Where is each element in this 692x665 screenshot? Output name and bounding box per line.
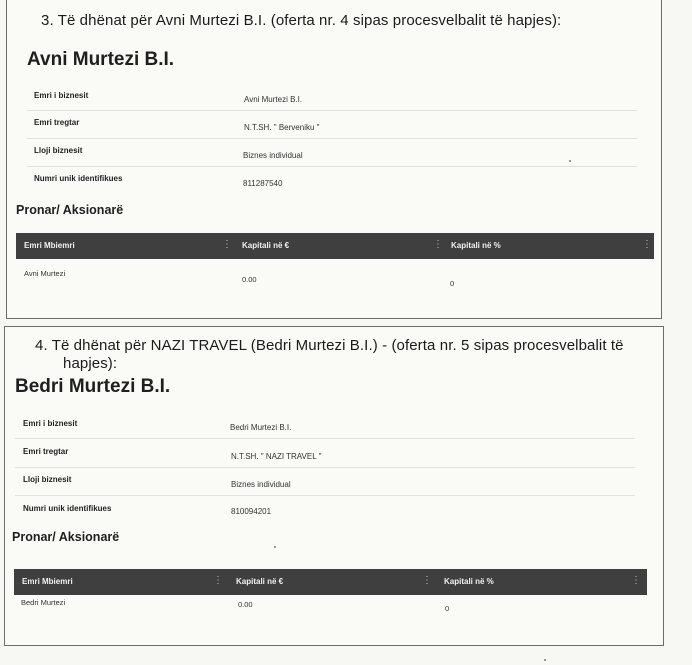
field-value-unique-id: 810094201: [231, 507, 272, 516]
owner-capital-eur-cell: 0.00: [238, 600, 253, 609]
field-label-business-name: Emri i biznesit: [34, 91, 89, 100]
column-header-name: Emri Mbiemri: [22, 577, 73, 586]
section-heading: 3. Të dhënat për Avni Murtezi B.I. (oferta nr. 4 sipas procesvelbalit të hapjes):: [41, 12, 562, 29]
field-value-trade-name: N.T.SH. " NAZI TRAVEL ": [231, 452, 322, 461]
section-bedri-murtezi: [4, 326, 664, 646]
column-header-capital-eur: Kapitali në €: [236, 577, 284, 586]
field-value-business-type: Biznes individual: [231, 480, 291, 489]
column-menu-icon[interactable]: ⋮: [631, 575, 640, 586]
company-name: Avni Murtezi B.I.: [27, 49, 175, 70]
owner-capital-pct-cell: 0: [450, 279, 455, 288]
scan-speck: [544, 659, 546, 661]
divider: [15, 467, 635, 468]
column-menu-icon[interactable]: ⋮: [642, 239, 651, 250]
field-value-business-name: Bedri Murtezi B.I.: [230, 423, 292, 432]
field-label-business-type: Lloji biznesit: [34, 146, 83, 155]
scan-speck: [569, 160, 571, 162]
column-header-capital-pct: Kapitali në %: [451, 241, 501, 250]
column-menu-icon[interactable]: ⋮: [422, 575, 431, 586]
field-label-trade-name: Emri tregtar: [34, 118, 80, 127]
company-name: Bedri Murtezi B.I.: [15, 376, 171, 397]
owners-title: Pronar/ Aksionarë: [12, 530, 120, 544]
divider: [27, 110, 637, 111]
scan-speck: [274, 546, 276, 548]
column-header-name: Emri Mbiemri: [24, 241, 75, 250]
field-label-unique-id: Numri unik identifikues: [34, 174, 123, 183]
field-label-business-name: Emri i biznesit: [23, 419, 78, 428]
section-heading-line2: hapjes):: [63, 355, 118, 372]
section-heading-line1: 4. Të dhënat për NAZI TRAVEL (Bedri Murtezi B.I.) - (oferta nr. 5 sipas procesvelbalit të: [35, 337, 624, 354]
owner-name-cell: Avni Murtezi: [24, 269, 66, 278]
field-value-unique-id: 811287540: [243, 179, 283, 188]
column-header-capital-eur: Kapitali në €: [242, 241, 290, 250]
section-avni-murtezi: [6, 0, 662, 319]
field-value-trade-name: N.T.SH. " Berveniku ": [244, 123, 320, 132]
owner-capital-eur-cell: 0.00: [242, 275, 257, 284]
field-value-business-type: Biznes individual: [243, 151, 303, 160]
column-header-capital-pct: Kapitali në %: [444, 577, 494, 586]
divider: [15, 438, 635, 439]
divider: [27, 166, 637, 167]
divider: [15, 495, 635, 496]
owner-name-cell: Bedri Murtezi: [21, 598, 66, 607]
column-menu-icon[interactable]: ⋮: [213, 575, 222, 586]
field-value-business-name: Avni Murtezi B.I.: [244, 95, 303, 104]
owners-title: Pronar/ Aksionarë: [16, 203, 124, 217]
owner-capital-pct-cell: 0: [445, 604, 450, 613]
column-menu-icon[interactable]: ⋮: [222, 239, 231, 250]
owners-table-header: [16, 233, 654, 259]
field-label-trade-name: Emri tregtar: [23, 447, 69, 456]
owners-table-header: [14, 569, 647, 595]
divider: [27, 138, 637, 139]
field-label-unique-id: Numri unik identifikues: [23, 504, 112, 513]
column-menu-icon[interactable]: ⋮: [433, 239, 442, 250]
field-label-business-type: Lloji biznesit: [23, 475, 72, 484]
